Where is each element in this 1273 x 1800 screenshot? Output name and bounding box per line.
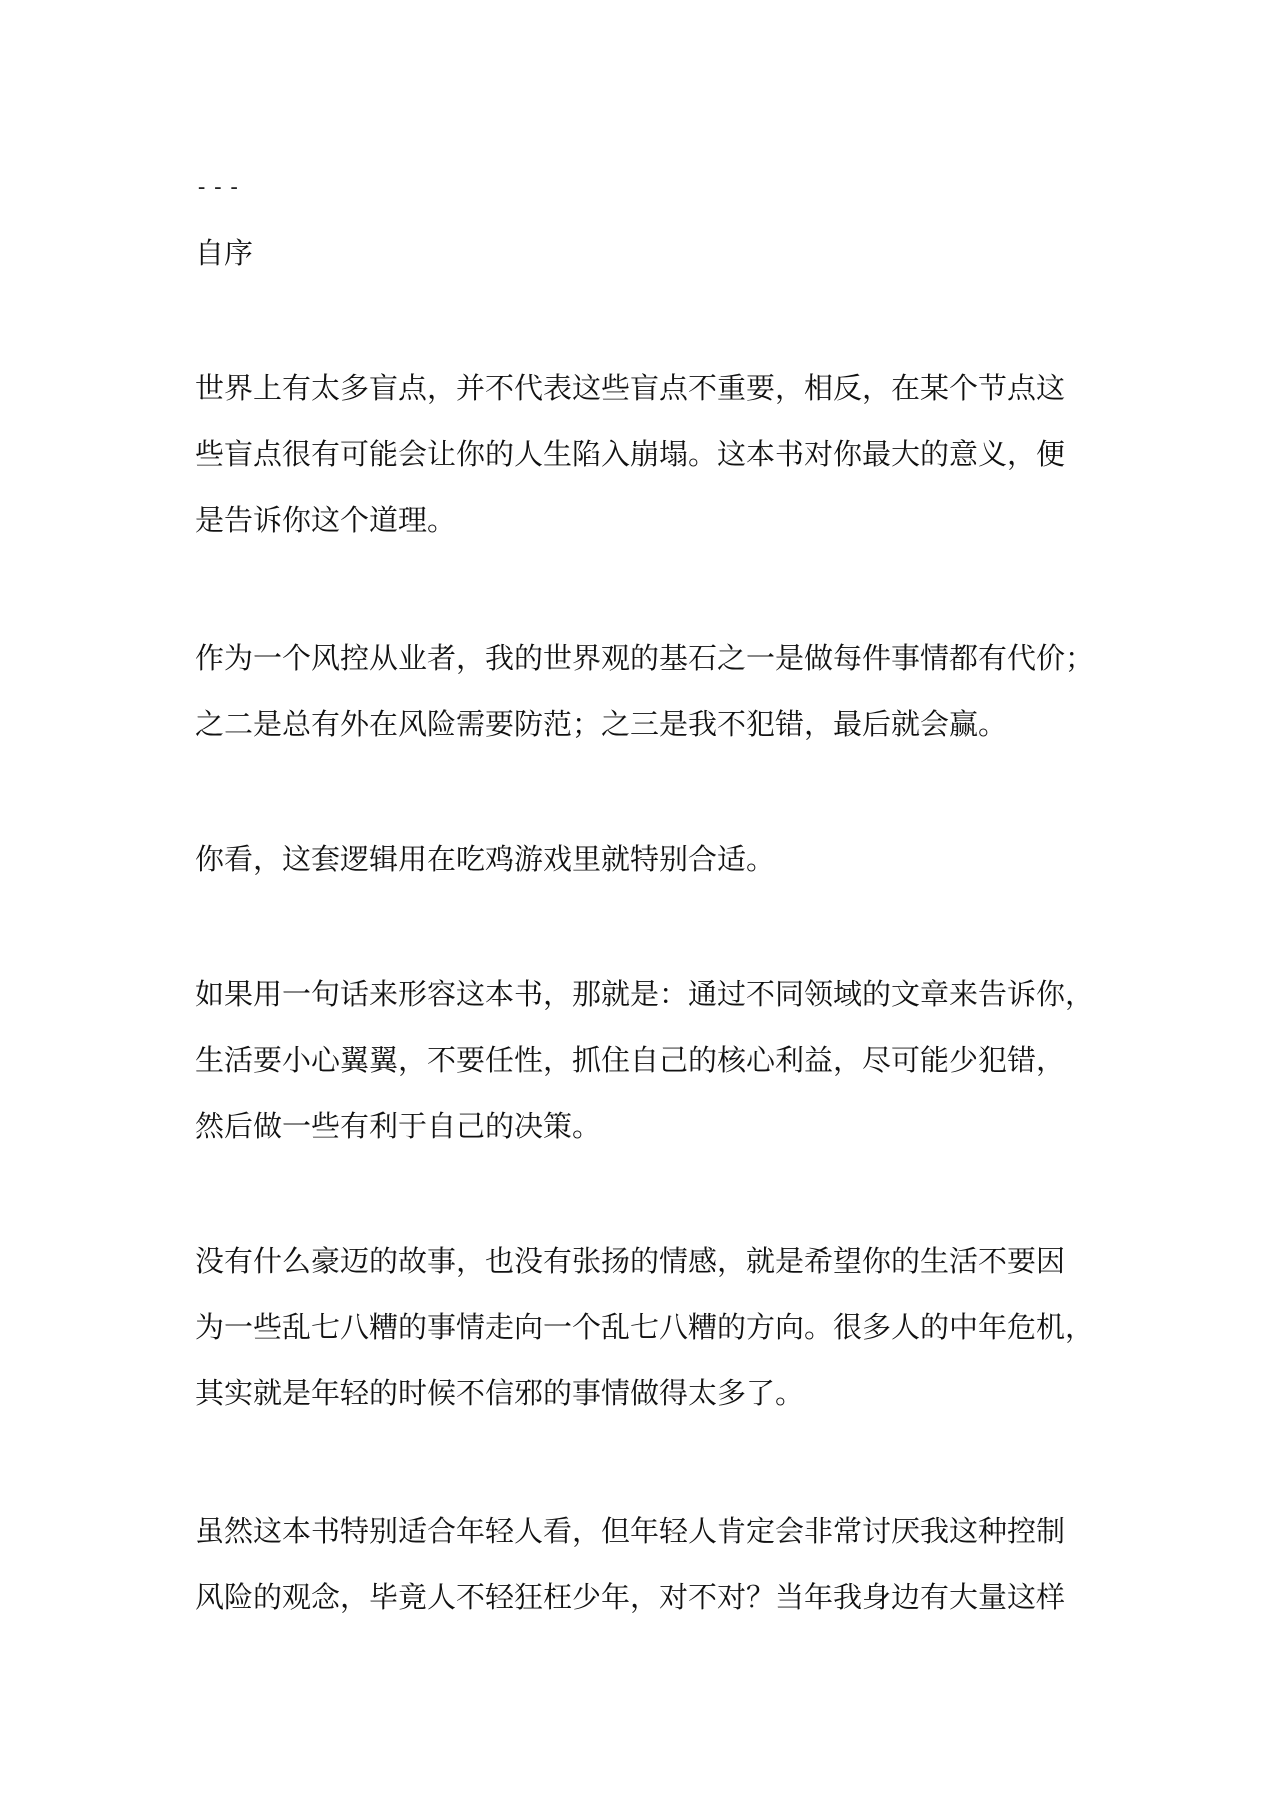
paragraph-line: 世界上有太多盲点，并不代表这些盲点不重要，相反，在某个节点这	[195, 371, 1066, 405]
preface-heading: 自序	[195, 236, 254, 270]
paragraph-1	[195, 355, 1095, 553]
paragraph-line: 其实就是年轻的时候不信邪的事情做得太多了。	[195, 1376, 805, 1410]
paragraph-5	[195, 1228, 1095, 1426]
paragraph-line: 是告诉你这个道理。	[195, 503, 457, 537]
paragraph-line: 然后做一些有利于自己的决策。	[195, 1109, 602, 1143]
document-page	[195, 0, 1095, 1800]
paragraph-line: 作为一个风控从业者，我的世界观的基石之一是做每件事情都有代价；	[195, 641, 1095, 675]
paragraph-line: 为一些乱七八糟的事情走向一个乱七八糟的方向。很多人的中年危机，	[195, 1310, 1095, 1344]
paragraph-6	[195, 1498, 1095, 1630]
paragraph-4	[195, 961, 1095, 1159]
paragraph-line: 生活要小心翼翼，不要任性，抓住自己的核心利益，尽可能少犯错，	[195, 1043, 1066, 1077]
paragraph-line: 些盲点很有可能会让你的人生陷入崩塌。这本书对你最大的意义，便	[195, 437, 1066, 471]
paragraph-line: 之二是总有外在风险需要防范；之三是我不犯错，最后就会赢。	[195, 707, 1008, 741]
paragraph-line: 如果用一句话来形容这本书，那就是：通过不同领域的文章来告诉你，	[195, 977, 1095, 1011]
paragraph-line: 虽然这本书特别适合年轻人看，但年轻人肯定会非常讨厌我这种控制	[195, 1514, 1066, 1548]
paragraph-2	[195, 625, 1095, 757]
section-separator: ---	[195, 175, 244, 200]
paragraph-line: 你看，这套逻辑用在吃鸡游戏里就特别合适。	[195, 842, 776, 876]
paragraph-line: 风险的观念，毕竟人不轻狂枉少年，对不对？当年我身边有大量这样	[195, 1580, 1066, 1614]
paragraph-3	[195, 826, 1095, 892]
paragraph-line: 没有什么豪迈的故事，也没有张扬的情感，就是希望你的生活不要因	[195, 1244, 1066, 1278]
